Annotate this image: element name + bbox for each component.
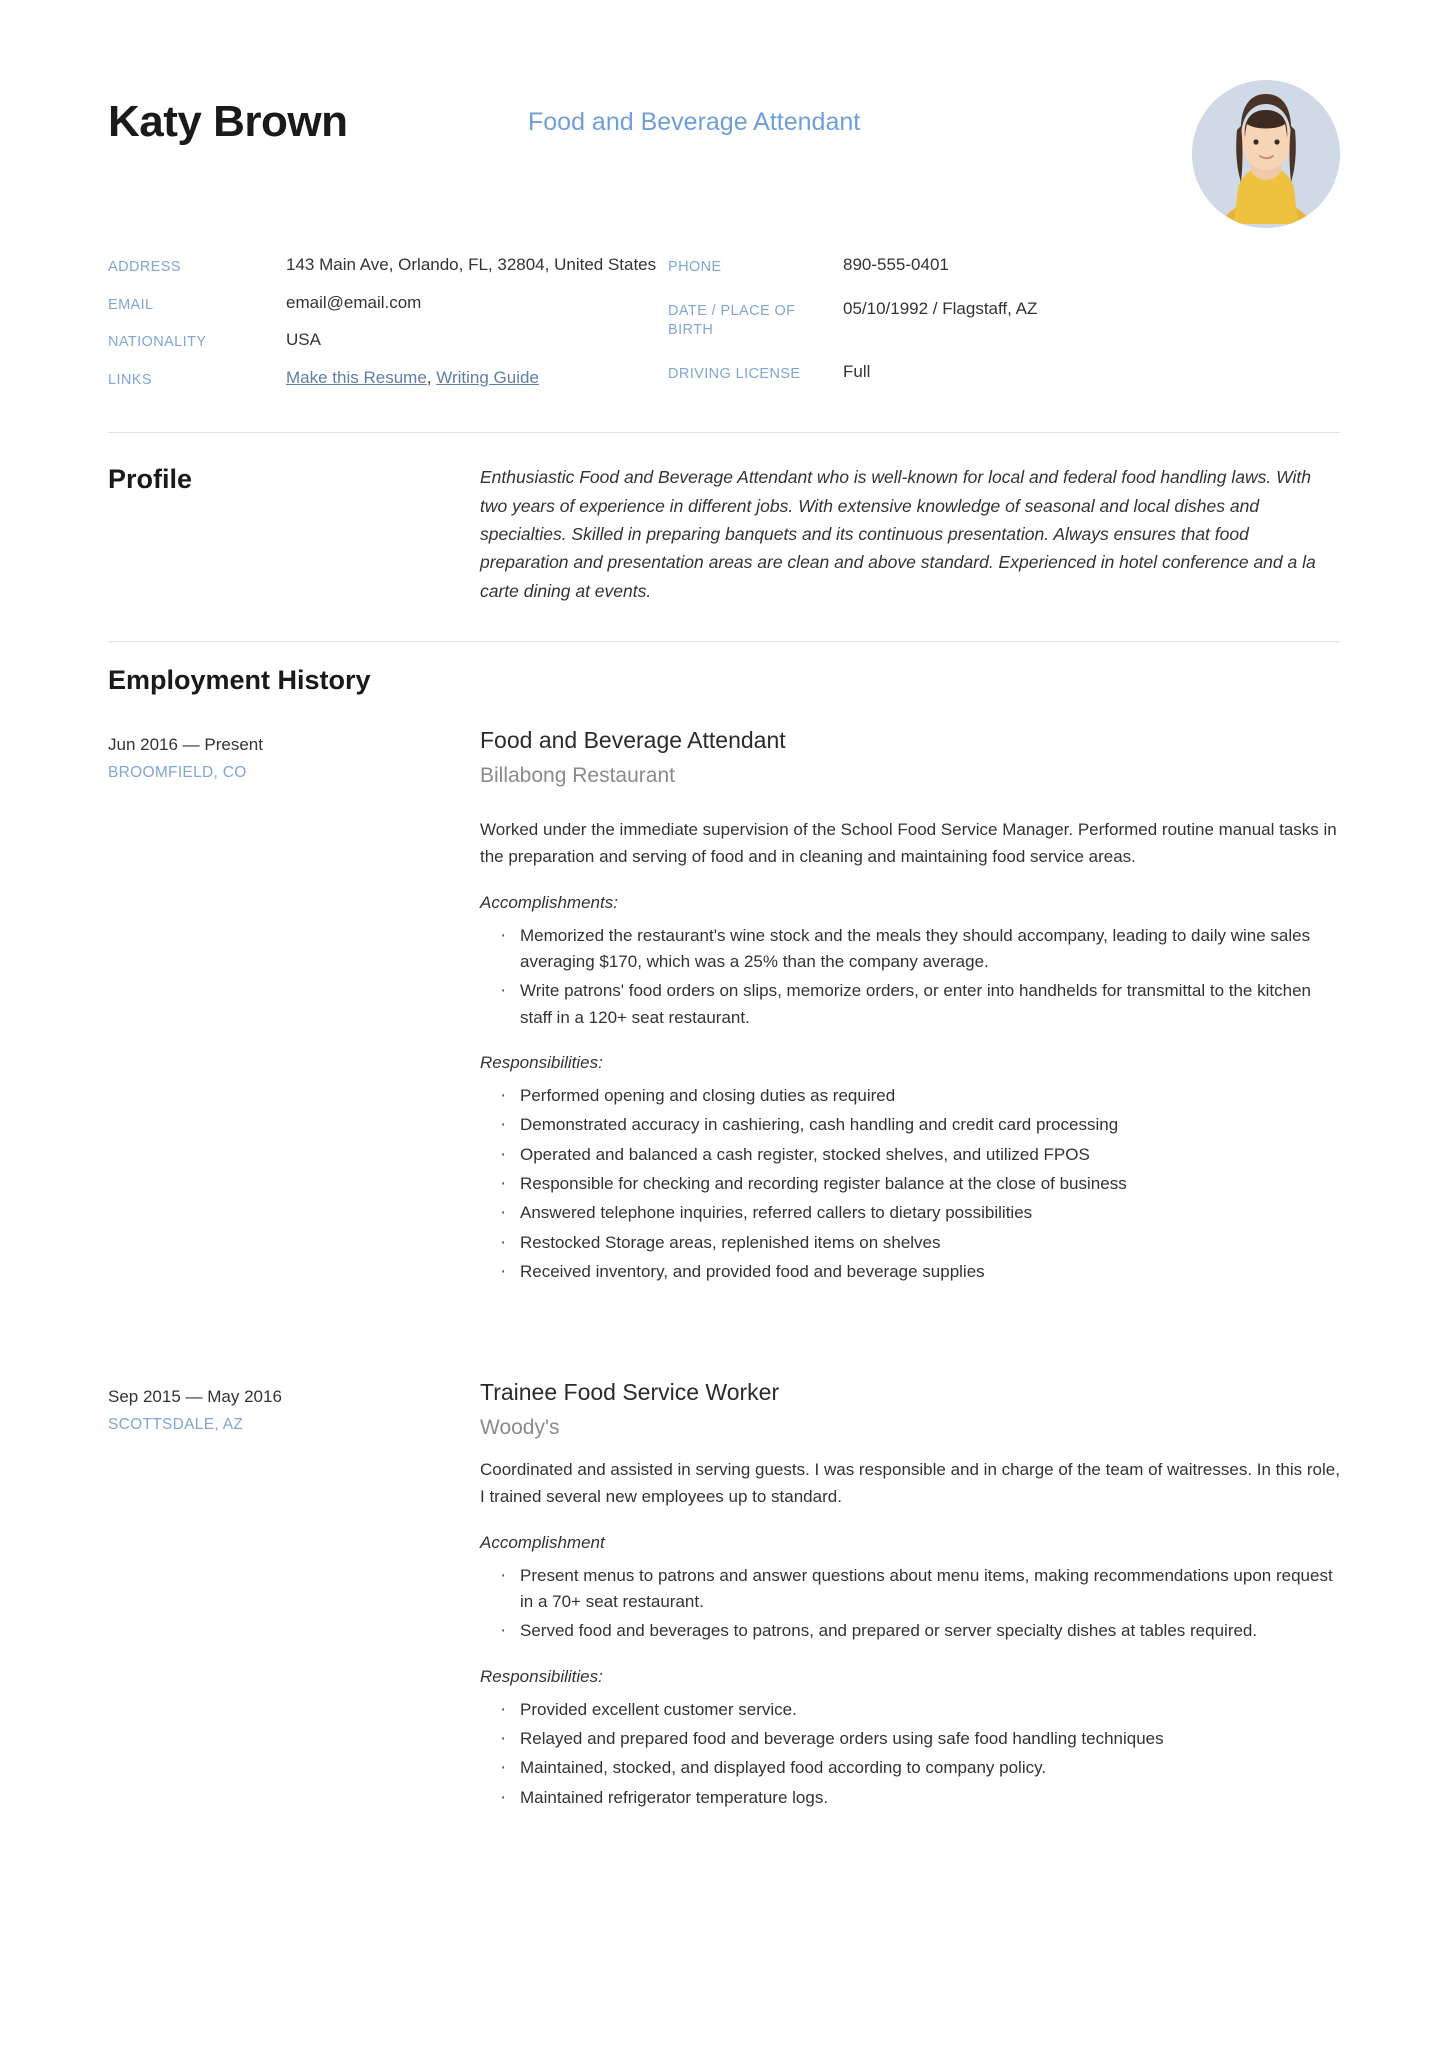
contact-value-address: 143 Main Ave, Orlando, FL, 32804, United States [286, 255, 657, 274]
employment-description: Worked under the immediate supervision of the School Food Service Manager. Performed routine manual tasks in the preparation and serving of food and in cleaning and maintaining food service areas. [480, 819, 1337, 867]
link-writing-guide[interactable]: Writing Guide [436, 367, 539, 387]
employment-location: SCOTTSDALE, AZ [108, 1415, 244, 1433]
list-item: · Served food and beverages to patrons, and prepared or server specialty dishes at tables required. [480, 1618, 1340, 1644]
list-item: · Maintained, stocked, and displayed food according to company policy. [480, 1755, 1340, 1781]
job-title: Food and Beverage Attendant [528, 108, 861, 136]
accomplishments-list [480, 1563, 1340, 1645]
list-item: · Demonstrated accuracy in cashiering, cash handling and credit card processing [480, 1112, 1340, 1138]
list-item: · Memorized the restaurant's wine stock and the meals they should accompany, leading to daily wine sales averaging $170, which was a 25% than the company average. [480, 923, 1340, 976]
contact-value-driving-license: Full [843, 361, 871, 381]
accomplishments-list [480, 923, 1340, 1031]
contact-label-phone: PHONE [668, 259, 722, 275]
accomplishments-label: Accomplishments: [480, 892, 618, 912]
contact-label-links: LINKS [108, 371, 152, 388]
list-item: · Write patrons' food orders on slips, memorize orders, or enter into handhelds for transmittal to the kitchen staff in a 120+ seat restaurant. [480, 978, 1340, 1031]
employment-role: Trainee Food Service Worker [480, 1379, 780, 1406]
list-item: · Present menus to patrons and answer questions about menu items, making recommendations upon request in a 70+ seat restaurant. [480, 1563, 1340, 1616]
contact-label-driving-license: DRIVING LICENSE [668, 365, 801, 382]
profile-text: Enthusiastic Food and Beverage Attendant who is well-known for local and federal food handling laws. With two years of experience in different jobs. With extensive knowledge of seasonal and local dishes and specialties. Skilled in preparing banquets and its continuous presentation. Always ensures that food preparation and presentation areas are clean and above standard. Experienced in hotel conference and a la carte dining at events. [480, 467, 1316, 601]
list-item: · Operated and balanced a cash register, stocked shelves, and utilized FPOS [480, 1142, 1340, 1168]
link-separator: , [426, 367, 437, 387]
list-item: · Received inventory, and provided food and beverage supplies [480, 1259, 1340, 1285]
contact-value-dob: 05/10/1992 / Flagstaff, AZ [843, 298, 1038, 318]
employment-description: Coordinated and assisted in serving guests. I was responsible and in charge of the team of waitresses. In this role, I trained several new employees up to standard. [480, 1459, 1340, 1507]
avatar [1192, 80, 1340, 228]
contact-label-nationality: NATIONALITY [108, 334, 207, 351]
contact-column-right [668, 254, 1228, 404]
employment-entry [108, 696, 1340, 1288]
link-make-this-resume[interactable]: Make this Resume [286, 367, 427, 387]
section-profile [108, 433, 1340, 605]
list-item: · Performed opening and closing duties as required [480, 1083, 1340, 1109]
employment-date: Sep 2015 — May 2016 [108, 1387, 282, 1407]
spacer [108, 1288, 1340, 1348]
list-item: · Restocked Storage areas, replenished items on shelves [480, 1230, 1340, 1256]
employment-company: Billabong Restaurant [480, 764, 675, 788]
list-item: · Relayed and prepared food and beverage orders using safe food handling techniques [480, 1726, 1340, 1752]
list-item: · Responsible for checking and recording register balance at the close of business [480, 1171, 1340, 1197]
employment-body [480, 1378, 1340, 1814]
responsibilities-label: Responsibilities: [480, 1666, 603, 1686]
list-item: · Maintained refrigerator temperature logs. [480, 1785, 1340, 1811]
portrait-photo-icon [1192, 80, 1340, 228]
list-item: · Answered telephone inquiries, referred callers to dietary possibilities [480, 1200, 1340, 1226]
resume-header [108, 70, 1340, 200]
list-item: · Provided excellent customer service. [480, 1697, 1340, 1723]
page-title: Katy Brown [108, 97, 348, 146]
section-title-employment: Employment History [108, 664, 371, 695]
contact-value-phone: 890-555-0401 [843, 255, 949, 274]
contact-label-email: EMAIL [108, 296, 154, 313]
contact-value-nationality: USA [286, 330, 321, 350]
contact-column-left [108, 254, 668, 404]
accomplishments-label: Accomplishment [480, 1532, 605, 1552]
employment-location: BROOMFIELD, CO [108, 763, 247, 781]
employment-company: Woody's [480, 1416, 560, 1440]
contact-details [108, 254, 1340, 404]
responsibilities-label: Responsibilities: [480, 1052, 603, 1072]
employment-entry [108, 1348, 1340, 1814]
section-title-profile: Profile [108, 464, 193, 495]
employment-date: Jun 2016 — Present [108, 735, 263, 755]
profile-body [480, 463, 1340, 605]
section-employment-history [108, 642, 1340, 1814]
responsibilities-list [480, 1083, 1340, 1285]
contact-label-dob: DATE / PLACE OF BIRTH [668, 302, 796, 339]
contact-value-links [286, 367, 668, 405]
employment-meta [108, 726, 480, 1288]
employment-body [480, 726, 1340, 1288]
employment-role: Food and Beverage Attendant [480, 727, 786, 754]
employment-meta [108, 1378, 480, 1814]
responsibilities-list [480, 1697, 1340, 1811]
contact-label-address: ADDRESS [108, 259, 181, 275]
contact-value-email: email@email.com [286, 292, 422, 312]
